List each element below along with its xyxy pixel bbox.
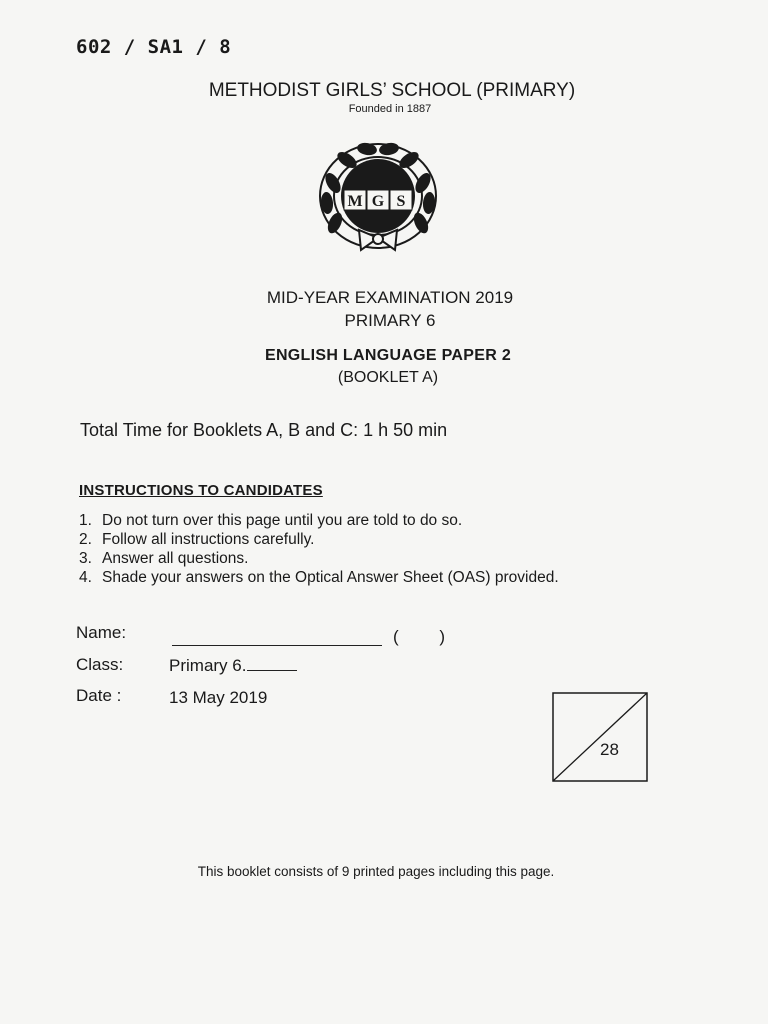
paper-title: ENGLISH LANGUAGE PAPER 2 xyxy=(264,347,512,364)
instructions-list xyxy=(79,511,559,587)
booklet-label: (BOOKLET A) xyxy=(337,369,439,386)
name-field[interactable] xyxy=(172,645,382,646)
class-blank[interactable] xyxy=(247,656,297,671)
crest-letter: G xyxy=(371,193,385,210)
crest-letter: S xyxy=(396,193,406,210)
instruction-item: 3. Answer all questions. xyxy=(79,550,249,567)
crest-letter: M xyxy=(347,193,363,210)
class-field xyxy=(169,656,297,676)
date-value: 13 May 2019 xyxy=(169,688,268,707)
instruction-item: 1. Do not turn over this page until you are told to do so. xyxy=(79,512,463,529)
index-number-field[interactable]: ( ) xyxy=(393,627,464,646)
founded-year: Founded in 1887 xyxy=(348,103,432,115)
instructions-heading: INSTRUCTIONS TO CANDIDATES xyxy=(79,482,323,499)
score-total: 28 xyxy=(600,740,619,759)
instruction-item: 4. Shade your answers on the Optical Answer Sheet (OAS) provided. xyxy=(79,569,559,586)
exam-title: MID-YEAR EXAMINATION 2019 xyxy=(266,288,514,307)
exam-level: PRIMARY 6 xyxy=(344,311,436,330)
class-value: Primary 6. xyxy=(169,656,247,675)
instruction-item: 2. Follow all instructions carefully. xyxy=(79,531,315,548)
footer-note: This booklet consists of 9 printed pages including this page. xyxy=(197,864,555,879)
total-time: Total Time for Booklets A, B and C: 1 h 50 min xyxy=(80,420,448,440)
date-label: Date : xyxy=(76,686,122,705)
school-name: METHODIST GIRLS’ SCHOOL (PRIMARY) xyxy=(208,80,576,101)
class-label: Class: xyxy=(76,655,124,674)
reference-code: 602 / SA1 / 8 xyxy=(76,36,232,58)
exam-heading xyxy=(0,286,768,332)
name-label: Name: xyxy=(76,623,127,642)
score-box xyxy=(552,692,648,782)
school-crest-logo xyxy=(315,138,441,258)
